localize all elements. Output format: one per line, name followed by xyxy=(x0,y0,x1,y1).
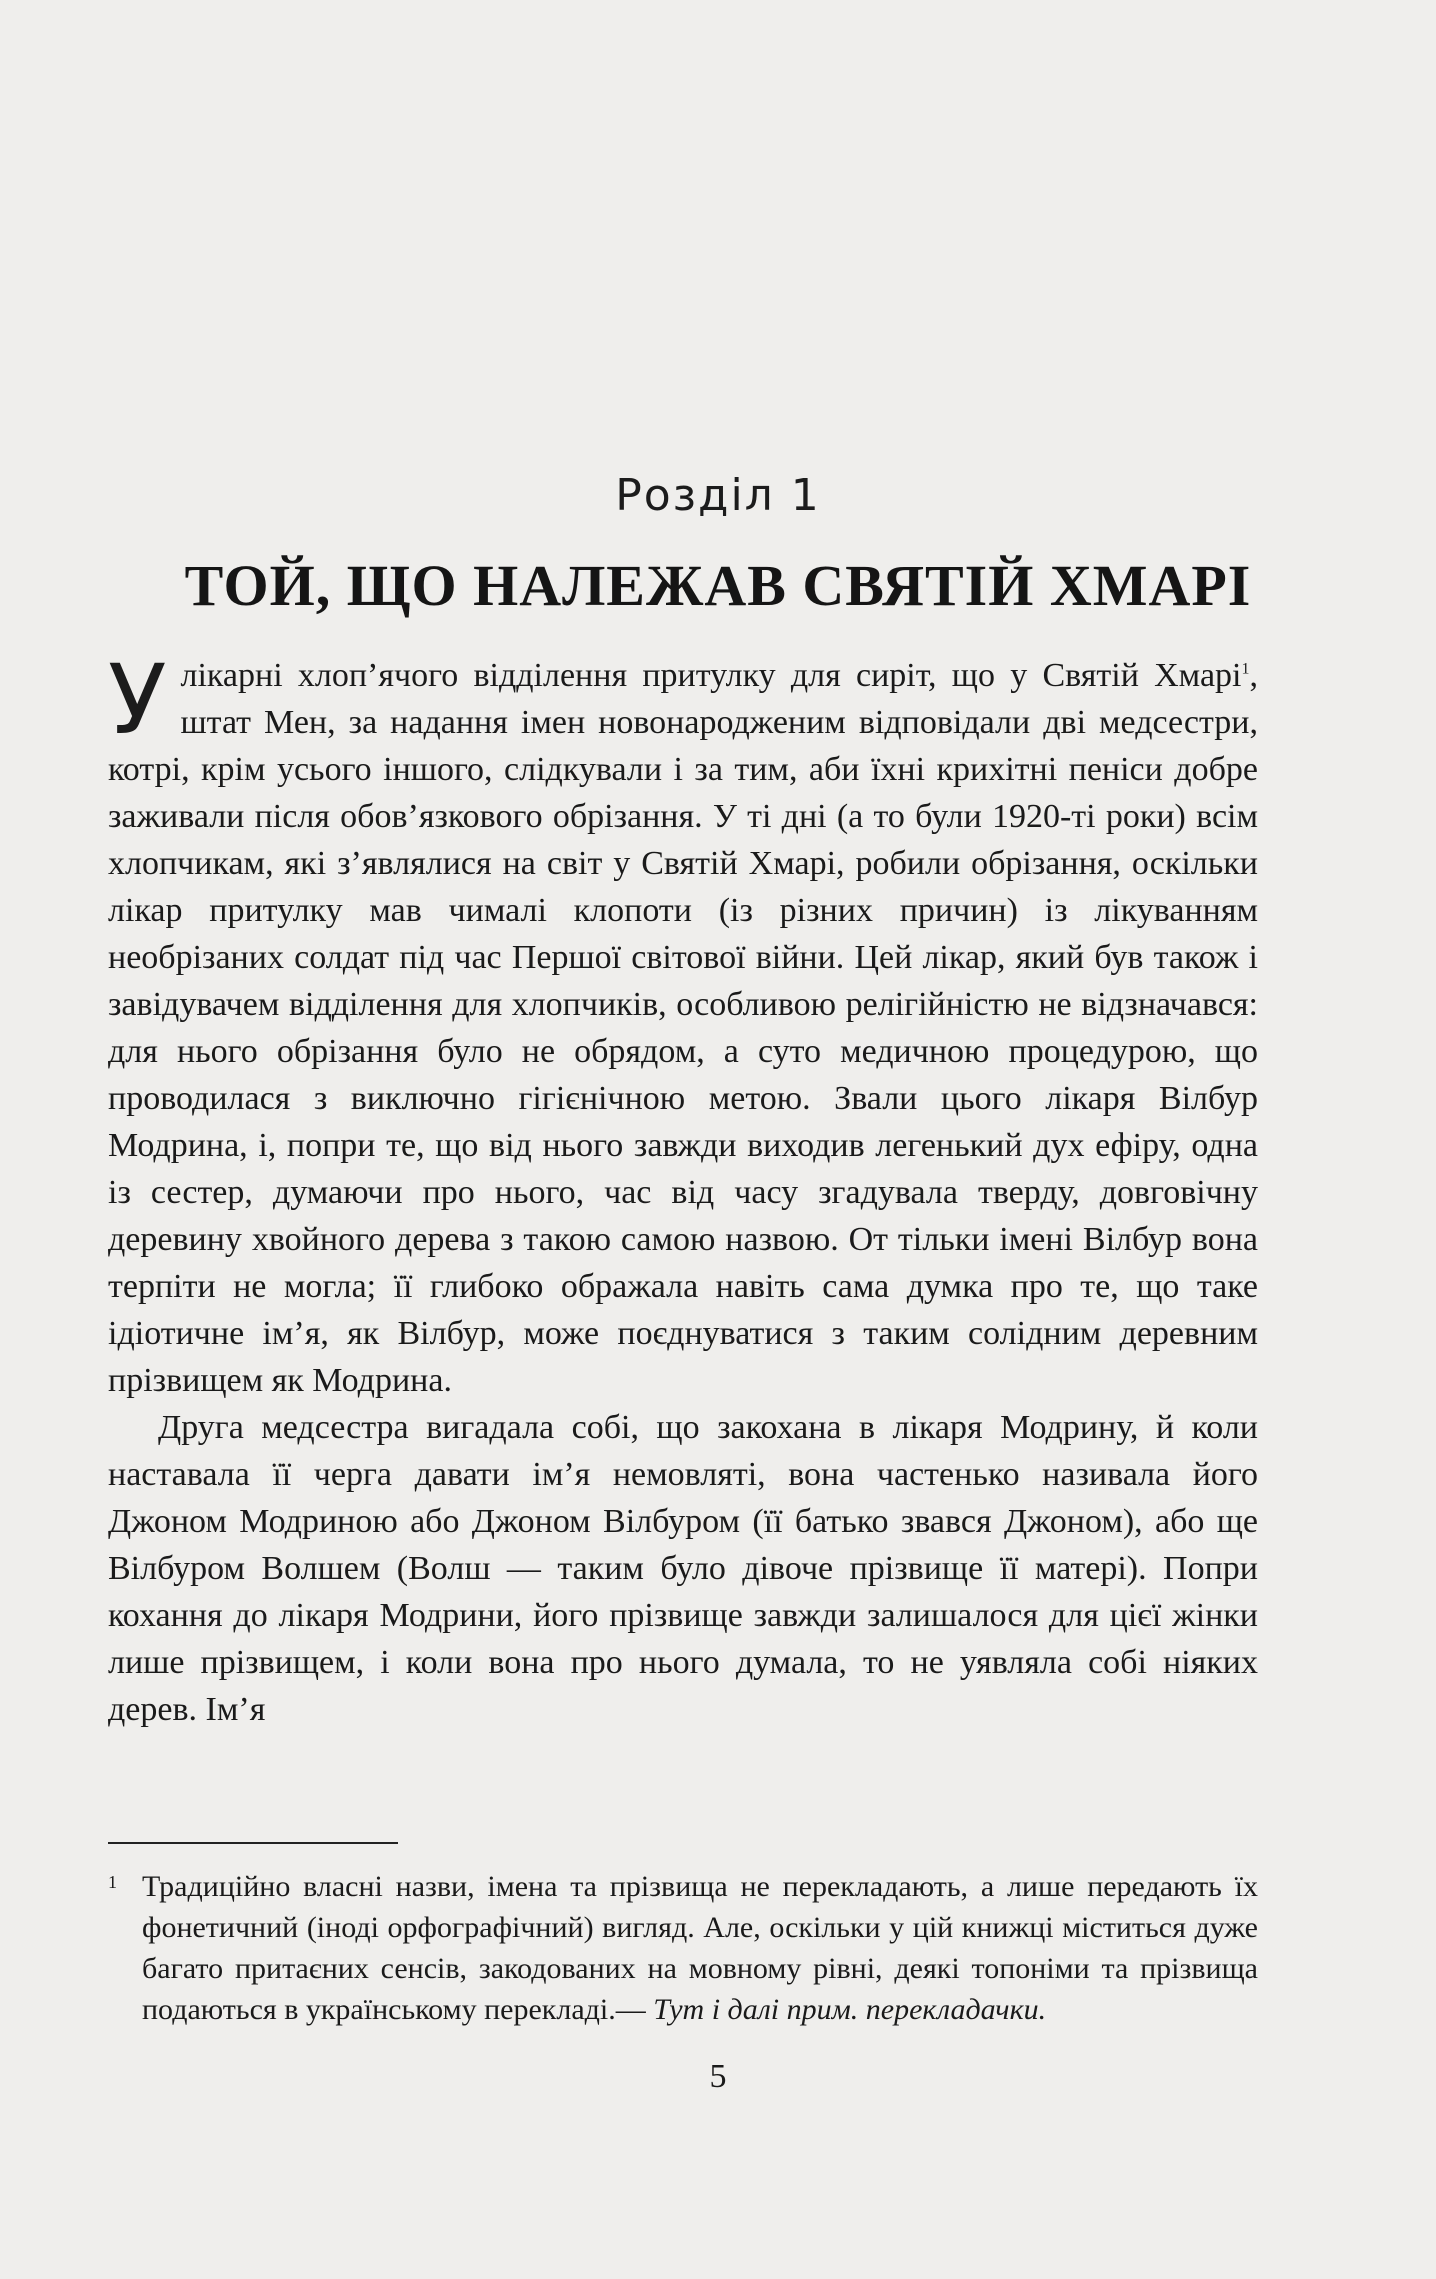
paragraph-1-part-2: , штат Мен, за надання імен новонародженим відповідали дві медсестри, котрі, крім усього іншого, слідкували і за тим, аби їхні крихітні пеніси добре заживали після обов’язкового обрізання. У ті дні (а то були 1920-ті роки) всім хлопчикам, які з’являлися на світ у Святій Хмарі, робили обрізання, оскільки лікар притулку мав чималі клопоти (із різних причин) із лікуванням необрізаних солдат під час Першої світової війни. Цей лікар, який був також і завідувачем відділення для хлопчиків, особливою релігійністю не відзначався: для нього обрізання було не обрядом, а суто медичною процедурою, що проводилася з виключно гігієнічною метою. Звали цього лікаря Вілбур Модрина, і, попри те, що від нього завжди виходив легенький дух ефіру, одна із сестер, думаючи про нього, час від часу згадувала тверду, довговічну деревину хвойного дерева з такою самою назвою. От тільки імені Вілбур вона терпіти не могла; її глибоко ображала навіть сама думка про те, що таке ідіотичне ім’я, як Вілбур, може поєднуватися з таким солідним деревним прізвищем як Модрина. xyxy=(108,657,1258,1399)
footnote-reference: 1 xyxy=(1241,660,1250,678)
paragraph-1 xyxy=(108,644,1258,1404)
body-text xyxy=(108,644,1258,1733)
footnote-italic: Тут і далі прим. перекладачки. xyxy=(653,1993,1047,2026)
page-number: 5 xyxy=(709,2058,727,2095)
drop-cap: У xyxy=(108,644,167,756)
paragraph-1-part-1: лікарні хлоп’ячого відділення притулку для сиріт, що у Святій Хмарі xyxy=(180,657,1242,694)
paragraph-2: Друга медсестра вигадала собі, що закохана в лікаря Модрину, й коли наставала її черга давати ім’я немовляті, вона частенько називала його Джоном Модриною або Джоном Вілбуром (її батько звався Джоном), або ще Вілбуром Волшем (Волш — таким було дівоче прізвище її матері). Попри кохання до лікаря Модрини, його прізвище завжди залишалося для цієї жінки лише прізвищем, і коли вона про нього думала, то не уявляла собі ніяких дерев. Ім’я xyxy=(108,1409,1258,1728)
footnote xyxy=(108,1866,1258,2030)
footnote-text: Традиційно власні назви, імена та прізвища не перекладають, а лише передають їх фонетичний (іноді орфографічний) вигляд. Але, оскільки у цій книжці міститься дуже багато притаєних сенсів, закодованих на мовному рівні, деякі топоніми та прізвища подаються в українському перекладі.— xyxy=(142,1870,1258,2026)
chapter-title: ТОЙ, ЩО НАЛЕЖАВ СВЯТІЙ ХМАРІ xyxy=(184,553,1252,618)
footnote-divider xyxy=(108,1842,398,1844)
footnote-mark: 1 xyxy=(108,1872,117,1892)
chapter-label: Розділ 1 xyxy=(615,470,821,521)
